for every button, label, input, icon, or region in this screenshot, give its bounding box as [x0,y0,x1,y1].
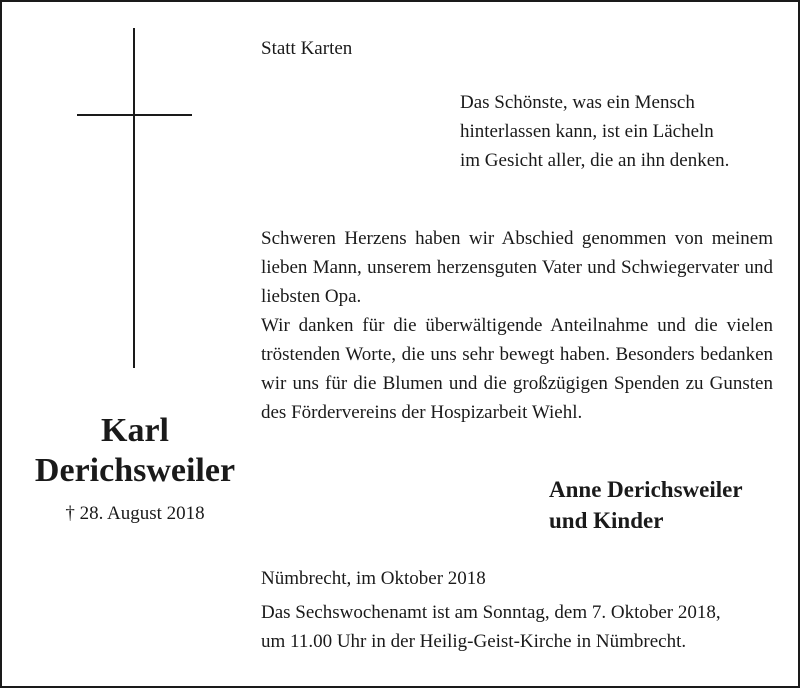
signature [549,474,789,536]
place-date: Nümbrecht, im Oktober 2018 [261,568,486,589]
service-line-1: Das Sechswochenamt ist am Sonntag, dem 7. Oktober 2018, [261,602,721,623]
cross-icon-horizontal [77,114,192,116]
main-text [261,224,773,427]
service-info [261,598,773,656]
death-date: † 28. August 2018 [65,503,205,524]
service-line-2: um 11.00 Uhr in der Heilig-Geist-Kirche in Nümbrecht. [261,631,687,652]
deceased-name-block [14,412,256,526]
quote-line: im Gesicht aller, die an ihn denken. [460,150,730,171]
signature-line-2: und Kinder [549,508,664,533]
quote [460,88,771,175]
quote-line: hinterlassen kann, ist ein Lächeln [460,121,714,142]
statt-karten: Statt Karten [261,38,353,59]
main-paragraph-1: Schweren Herzens haben wir Abschied genommen von meinem lieben Mann, unserem herzensguten Vater und Schwiegervater und liebsten Opa. [261,228,773,307]
deceased-last-name: Derichsweiler [34,452,236,489]
signature-line-1: Anne Derichsweiler [549,477,743,502]
cross-icon-vertical [133,28,135,368]
deceased-first-name: Karl [101,412,169,449]
main-paragraph-2: Wir danken für die überwältigende Anteilnahme und die vielen tröstenden Worte, die uns sehr bewegt haben. Besonders bedanken wir uns für die Blumen und die großzügigen Spenden zu Gunsten des Fördervereins der Hospizarbeit Wiehl. [261,315,773,423]
quote-line: Das Schönste, was ein Mensch [460,92,695,113]
